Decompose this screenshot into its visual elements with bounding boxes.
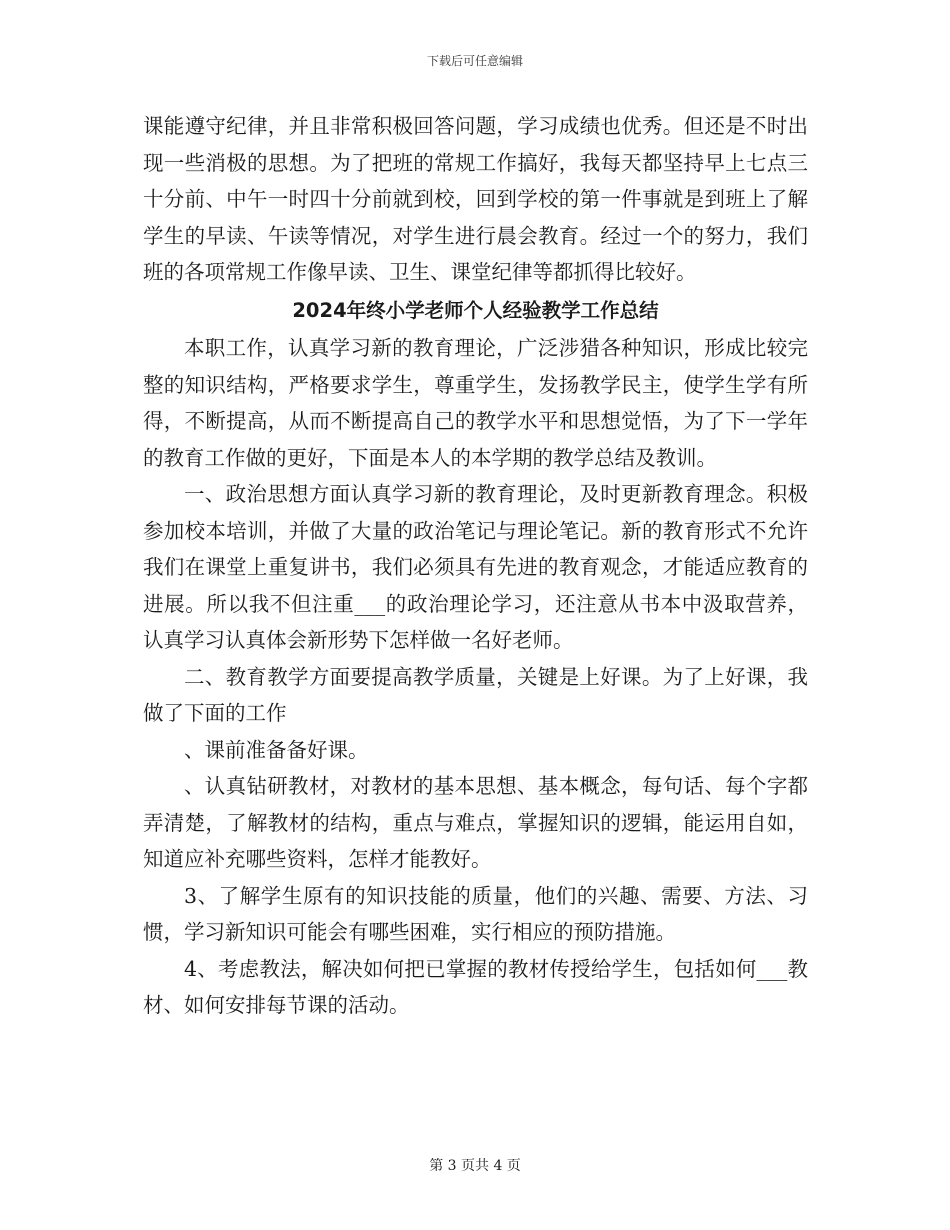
paragraph-teaching-methods: 4、考虑教法，解决如何把已掌握的教材传授给学生，包括如何___教材、如何安排每节课的活动。 xyxy=(143,956,808,1017)
page-header: 下载后可任意编辑 xyxy=(426,54,523,68)
paragraph-study-materials: 、认真钻研教材，对教材的基本思想、基本概念，每句话、每个字都弄清楚，了解教材的结构，重点与难点，掌握知识的逻辑，能运用自如，知道应补充哪些资料，怎样才能教好。 xyxy=(143,774,808,871)
document-body xyxy=(143,108,808,1024)
paragraph-political: 一、政治思想方面认真学习新的教育理论，及时更新教育理念。积极参加校本培训，并做了大量的政治笔记与理论笔记。新的教育形式不允许我们在课堂上重复讲书，我们必须具有先进的教育观念，才能适应教育的进展。所以我不但注重___的政治理论学习，还注意从书本中汲取营养，认真学习认真体会新形势下怎样做一名好老师。 xyxy=(143,482,808,652)
paragraph-prepare-lesson: 、课前准备备好课。 xyxy=(184,737,369,762)
paragraph-intro: 本职工作，认真学习新的教育理论，广泛涉猎各种知识，形成比较完整的知识结构，严格要求学生，尊重学生，发扬教学民主，使学生学有所得，不断提高，从而不断提高自己的教学水平和思想觉悟，为了下一学年的教育工作做的更好，下面是本人的本学期的教学总结及教训。 xyxy=(143,336,808,470)
paragraph-understand-students: 3、了解学生原有的知识技能的质量，他们的兴趣、需要、方法、习惯，学习新知识可能会有哪些困难，实行相应的预防措施。 xyxy=(143,883,808,944)
paragraph-teaching: 二、教育教学方面要提高教学质量，关键是上好课。为了上好课，我做了下面的工作 xyxy=(143,664,808,725)
document-title: 2024年终小学老师个人经验教学工作总结 xyxy=(292,298,659,322)
page-footer: 第 3 页共 4 页 xyxy=(429,1158,521,1174)
paragraph-continuation: 课能遵守纪律，并且非常积极回答问题，学习成绩也优秀。但还是不时出现一些消极的思想。为了把班的常规工作搞好，我每天都坚持早上七点三十分前、中午一时四十分前就到校，回到学校的第一件事就是到班上了解学生的早读、午读等情况，对学生进行晨会教育。经过一个的努力，我们班的各项常规工作像早读、卫生、课堂纪律等都抓得比较好。 xyxy=(143,114,808,284)
